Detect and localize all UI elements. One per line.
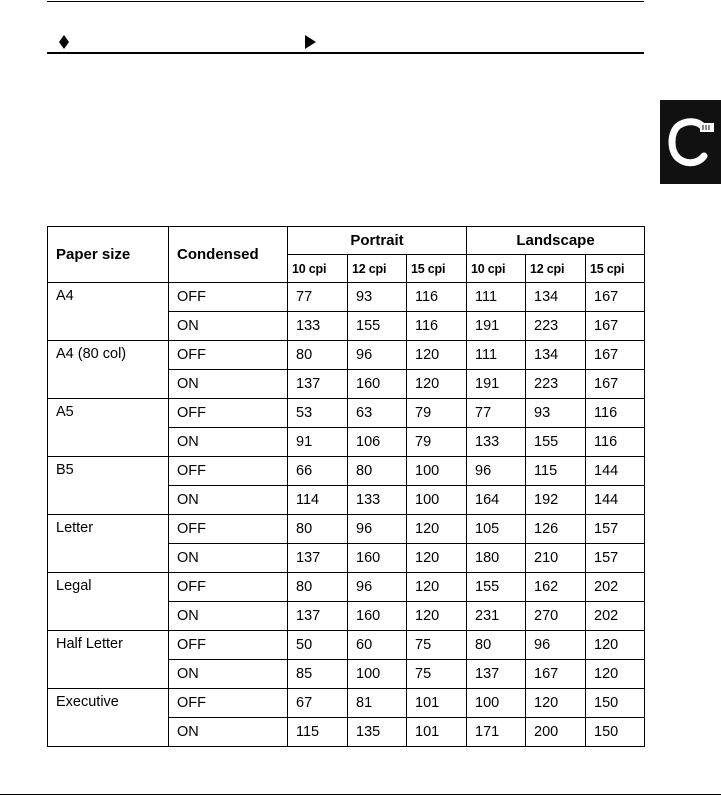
lines-value-cell: 120	[407, 515, 467, 544]
lines-value-cell: 79	[407, 399, 467, 428]
paper-size-cell: A4	[48, 283, 169, 341]
lines-value-cell: 116	[586, 399, 645, 428]
lines-value-cell: 111	[467, 283, 526, 312]
condensed-cell: OFF	[169, 689, 288, 718]
table-row	[48, 689, 645, 718]
lines-value-cell: 101	[407, 689, 467, 718]
lines-value-cell: 120	[407, 602, 467, 631]
condensed-cell: ON	[169, 428, 288, 457]
lines-value-cell: 210	[526, 544, 586, 573]
lines-value-cell: 157	[586, 515, 645, 544]
lines-value-cell: 80	[288, 573, 348, 602]
diamond-icon	[59, 35, 69, 49]
lines-value-cell: 105	[467, 515, 526, 544]
lines-value-cell: 160	[348, 370, 407, 399]
condensed-cell: OFF	[169, 631, 288, 660]
lines-value-cell: 116	[407, 312, 467, 341]
header-cpi: 15 cpi	[407, 255, 467, 283]
lines-value-cell: 77	[467, 399, 526, 428]
lines-value-cell: 137	[288, 602, 348, 631]
lines-value-cell: 120	[586, 660, 645, 689]
lines-value-cell: 63	[348, 399, 407, 428]
header-cpi: 10 cpi	[288, 255, 348, 283]
lines-value-cell: 134	[526, 341, 586, 370]
lines-value-cell: 100	[407, 457, 467, 486]
table-row	[48, 631, 645, 660]
lines-value-cell: 100	[407, 486, 467, 515]
lines-value-cell: 120	[407, 573, 467, 602]
lines-value-cell: 96	[348, 573, 407, 602]
header-cpi: 12 cpi	[526, 255, 586, 283]
table-row	[48, 341, 645, 370]
lines-value-cell: 157	[586, 544, 645, 573]
condensed-cell: ON	[169, 544, 288, 573]
lines-value-cell: 100	[348, 660, 407, 689]
lines-value-cell: 81	[348, 689, 407, 718]
header-top-rule	[47, 1, 644, 2]
condensed-cell: ON	[169, 660, 288, 689]
header-row-groups	[48, 227, 645, 255]
lines-value-cell: 120	[407, 544, 467, 573]
lines-value-cell: 192	[526, 486, 586, 515]
lines-value-cell: 137	[467, 660, 526, 689]
lines-value-cell: 115	[526, 457, 586, 486]
lines-value-cell: 202	[586, 573, 645, 602]
paper-size-cell: A5	[48, 399, 169, 457]
condensed-cell: OFF	[169, 515, 288, 544]
lines-value-cell: 96	[526, 631, 586, 660]
lines-value-cell: 270	[526, 602, 586, 631]
lines-value-cell: 144	[586, 457, 645, 486]
lines-value-cell: 133	[467, 428, 526, 457]
lines-value-cell: 200	[526, 718, 586, 747]
lines-value-cell: 85	[288, 660, 348, 689]
lines-value-cell: 133	[348, 486, 407, 515]
condensed-cell: ON	[169, 312, 288, 341]
lines-value-cell: 101	[407, 718, 467, 747]
table-row	[48, 515, 645, 544]
header-portrait: Portrait	[288, 227, 467, 255]
table-row	[48, 399, 645, 428]
lines-value-cell: 120	[586, 631, 645, 660]
triangle-right-icon	[305, 35, 316, 49]
lines-value-cell: 111	[467, 341, 526, 370]
table-body	[48, 283, 645, 747]
lines-value-cell: 223	[526, 370, 586, 399]
paper-size-cell: Half Letter	[48, 631, 169, 689]
lines-value-cell: 114	[288, 486, 348, 515]
lines-value-cell: 126	[526, 515, 586, 544]
lines-value-cell: 150	[586, 689, 645, 718]
lines-value-cell: 137	[288, 370, 348, 399]
condensed-cell: ON	[169, 370, 288, 399]
lines-value-cell: 120	[407, 341, 467, 370]
lines-value-cell: 133	[288, 312, 348, 341]
lines-value-cell: 150	[586, 718, 645, 747]
lines-value-cell: 162	[526, 573, 586, 602]
lines-value-cell: 164	[467, 486, 526, 515]
lines-per-page-table	[47, 226, 645, 747]
header-bottom-rule	[47, 52, 644, 54]
lines-value-cell: 167	[526, 660, 586, 689]
condensed-cell: OFF	[169, 573, 288, 602]
lines-value-cell: 50	[288, 631, 348, 660]
lines-value-cell: 144	[586, 486, 645, 515]
lines-value-cell: 223	[526, 312, 586, 341]
lines-value-cell: 96	[348, 515, 407, 544]
lines-value-cell: 116	[586, 428, 645, 457]
lines-value-cell: 77	[288, 283, 348, 312]
lines-value-cell: 155	[467, 573, 526, 602]
lines-value-cell: 155	[526, 428, 586, 457]
lines-value-cell: 96	[467, 457, 526, 486]
lines-value-cell: 116	[407, 283, 467, 312]
lines-value-cell: 231	[467, 602, 526, 631]
lines-value-cell: 75	[407, 631, 467, 660]
lines-value-cell: 67	[288, 689, 348, 718]
lines-value-cell: 115	[288, 718, 348, 747]
lines-value-cell: 100	[467, 689, 526, 718]
table-row	[48, 283, 645, 312]
condensed-cell: ON	[169, 602, 288, 631]
condensed-cell: ON	[169, 486, 288, 515]
appendix-tab	[660, 100, 721, 184]
header-cpi: 12 cpi	[348, 255, 407, 283]
paper-size-cell: Executive	[48, 689, 169, 747]
lines-value-cell: 80	[288, 341, 348, 370]
condensed-cell: OFF	[169, 341, 288, 370]
lines-value-cell: 167	[586, 370, 645, 399]
lines-value-cell: 60	[348, 631, 407, 660]
header-condensed: Condensed	[169, 227, 288, 283]
lines-value-cell: 93	[526, 399, 586, 428]
lines-value-cell: 91	[288, 428, 348, 457]
lines-value-cell: 191	[467, 370, 526, 399]
header-cpi: 15 cpi	[586, 255, 645, 283]
lines-value-cell: 171	[467, 718, 526, 747]
lines-value-cell: 80	[288, 515, 348, 544]
header-paper-size: Paper size	[48, 227, 169, 283]
lines-value-cell: 137	[288, 544, 348, 573]
lines-value-cell: 80	[467, 631, 526, 660]
lines-value-cell: 167	[586, 341, 645, 370]
paper-size-cell: A4 (80 col)	[48, 341, 169, 399]
lines-value-cell: 80	[348, 457, 407, 486]
lines-value-cell: 160	[348, 544, 407, 573]
lines-value-cell: 191	[467, 312, 526, 341]
lines-value-cell: 106	[348, 428, 407, 457]
lines-value-cell: 96	[348, 341, 407, 370]
table-row	[48, 457, 645, 486]
lines-value-cell: 167	[586, 312, 645, 341]
paper-size-cell: Legal	[48, 573, 169, 631]
lines-value-cell: 120	[526, 689, 586, 718]
condensed-cell: OFF	[169, 399, 288, 428]
lines-value-cell: 75	[407, 660, 467, 689]
lines-value-cell: 120	[407, 370, 467, 399]
lines-value-cell: 134	[526, 283, 586, 312]
lines-value-cell: 202	[586, 602, 645, 631]
condensed-cell: OFF	[169, 457, 288, 486]
condensed-cell: OFF	[169, 283, 288, 312]
lines-value-cell: 66	[288, 457, 348, 486]
paper-size-cell: Letter	[48, 515, 169, 573]
lines-value-cell: 53	[288, 399, 348, 428]
lines-value-cell: 135	[348, 718, 407, 747]
lines-value-cell: 93	[348, 283, 407, 312]
lines-value-cell: 79	[407, 428, 467, 457]
table-row	[48, 573, 645, 602]
lines-value-cell: 167	[586, 283, 645, 312]
lines-value-cell: 155	[348, 312, 407, 341]
header-landscape: Landscape	[467, 227, 645, 255]
lines-value-cell: 180	[467, 544, 526, 573]
header-cpi: 10 cpi	[467, 255, 526, 283]
condensed-cell: ON	[169, 718, 288, 747]
letter-c-tab-icon	[664, 114, 714, 170]
paper-size-cell: B5	[48, 457, 169, 515]
lines-value-cell: 160	[348, 602, 407, 631]
